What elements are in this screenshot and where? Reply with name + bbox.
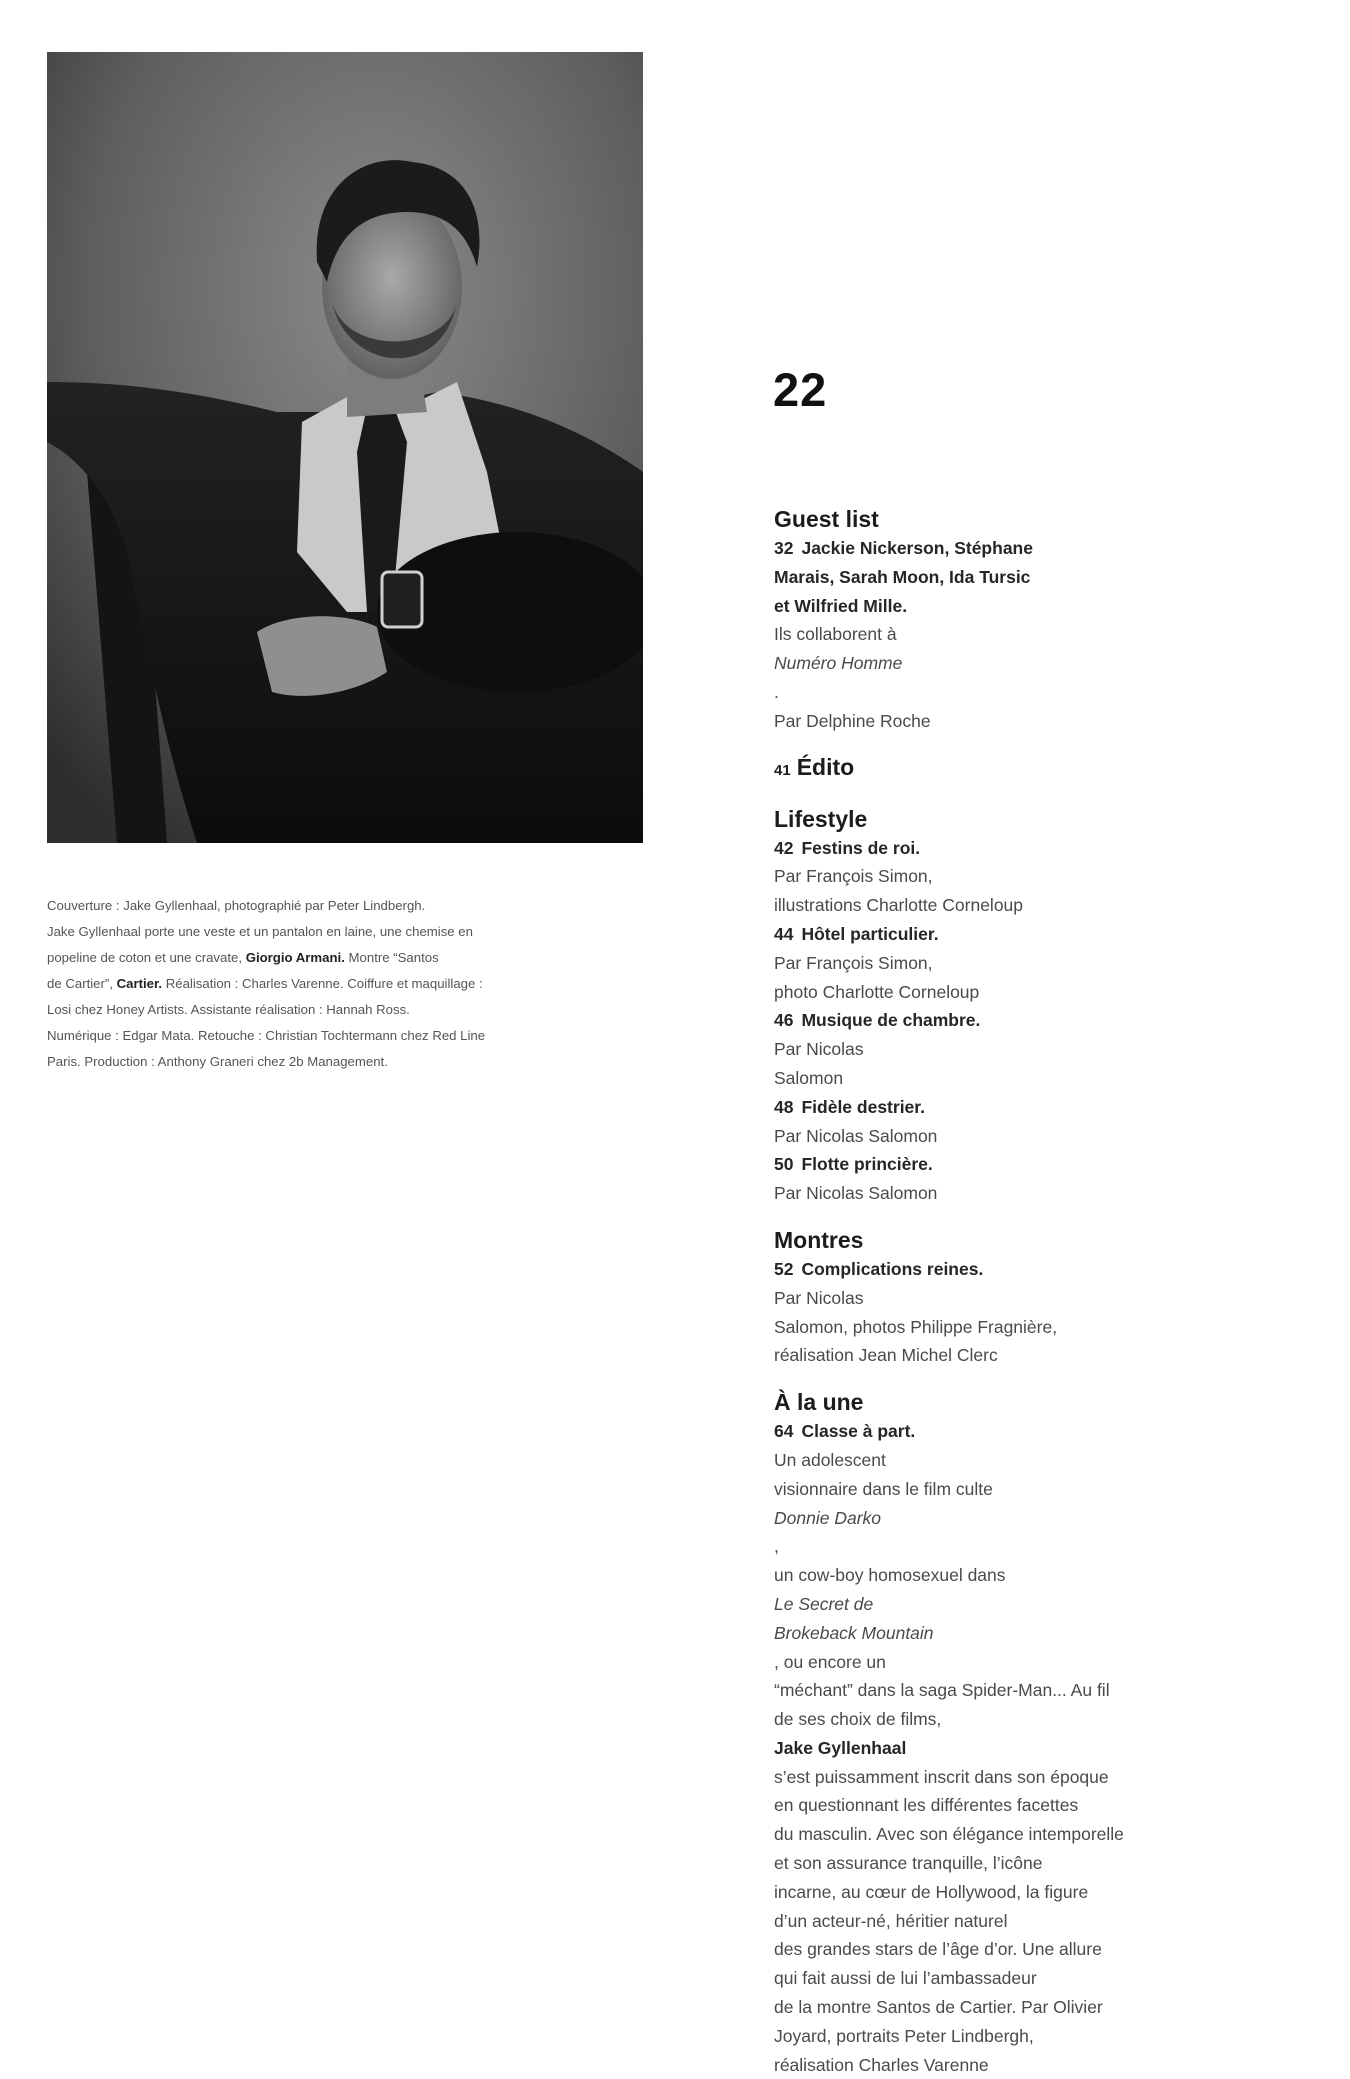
- caption-brand: Giorgio Armani.: [245, 950, 345, 965]
- entry-text: d’un acteur-né, héritier naturel: [774, 1910, 1008, 1931]
- caption-line: Numérique : Edgar Mata. Retouche : Christian Tochtermann chez Red Line: [47, 1028, 486, 1043]
- caption-line: [47, 945, 647, 971]
- section-title: Guest list: [774, 506, 879, 532]
- entry-text: Numéro Homme: [774, 653, 903, 674]
- table-of-contents: [774, 504, 1174, 2079]
- caption-text: Réalisation : Charles Varenne. Coiffure et maquillage :: [162, 976, 483, 991]
- entry-title: Hôtel particulier.: [801, 923, 939, 944]
- caption-text: popeline de coton et une cravate,: [47, 950, 246, 965]
- entry-text: Un adolescent: [774, 1449, 886, 1470]
- section-guest-list: [774, 504, 1174, 736]
- page-number: 52: [774, 1258, 794, 1279]
- toc-entry[interactable]: [774, 920, 1174, 1006]
- entry-text: un cow-boy homosexuel dans: [774, 1565, 1006, 1586]
- entry-text: Brokeback Mountain: [774, 1622, 934, 1643]
- entry-text: illustrations Charlotte Corneloup: [774, 895, 1024, 916]
- cover-caption: [47, 893, 647, 1075]
- entry-text: et son assurance tranquille, l’icône: [774, 1853, 1043, 1874]
- entry-text: réalisation Jean Michel Clerc: [774, 1345, 998, 1366]
- entry-text: s’est puissamment inscrit dans son époque: [774, 1766, 1109, 1787]
- caption-text: Montre “Santos: [344, 950, 439, 965]
- entry-text: Par François Simon,: [774, 866, 933, 887]
- issue-number: 22: [773, 363, 828, 416]
- entry-title: Classe à part.: [801, 1421, 916, 1442]
- entry-text: Par Nicolas Salomon: [774, 1183, 938, 1204]
- entry-title: Marais, Sarah Moon, Ida Tursic: [774, 566, 1031, 587]
- entry-text: de ses choix de films,: [774, 1709, 942, 1730]
- toc-entry[interactable]: [774, 1150, 1174, 1208]
- entry-title: Jackie Nickerson, Stéphane: [801, 538, 1033, 558]
- entry-text: Joyard, portraits Peter Lindbergh,: [774, 2025, 1034, 2046]
- entry-title: et Wilfried Mille.: [774, 595, 908, 616]
- toc-entry[interactable]: [774, 1255, 1174, 1370]
- cover-photo: [47, 52, 643, 843]
- toc-entry[interactable]: [774, 1093, 1174, 1151]
- entry-title: Complications reines.: [801, 1258, 984, 1279]
- entry-text: de la montre Santos de Cartier. Par Olivier: [774, 1997, 1103, 2018]
- section-title: Montres: [774, 1226, 864, 1253]
- page-number: 64: [774, 1421, 794, 1442]
- portrait-image: [47, 52, 643, 843]
- entry-text: Donnie Darko: [774, 1507, 881, 1528]
- caption-brand: Cartier.: [116, 976, 163, 991]
- caption-text: de Cartier”,: [47, 976, 117, 991]
- page-number: 44: [774, 923, 794, 944]
- entry-name: Jake Gyllenhaal: [774, 1737, 907, 1758]
- entry-text: photo Charlotte Corneloup: [774, 981, 980, 1002]
- section-montres: [774, 1225, 1174, 1370]
- toc-entry[interactable]: [774, 1417, 1174, 2079]
- page-number: 46: [774, 1010, 794, 1031]
- caption-line: Couverture : Jake Gyllenhaal, photographié par Peter Lindbergh.: [47, 898, 426, 913]
- page-number: 32: [774, 538, 794, 558]
- toc-entry[interactable]: [774, 1006, 1174, 1092]
- entry-text: Le Secret de: [774, 1593, 874, 1614]
- toc-entry-edito[interactable]: [774, 752, 1174, 786]
- entry-title: Édito: [796, 753, 855, 780]
- entry-text: “méchant” dans la saga Spider-Man... Au fil: [774, 1680, 1110, 1701]
- entry-text: , ou encore un: [774, 1651, 886, 1672]
- entry-title: Festins de roi.: [801, 837, 921, 858]
- page-number: 48: [774, 1096, 794, 1117]
- entry-title: Fidèle destrier.: [801, 1096, 925, 1117]
- caption-line: Paris. Production : Anthony Graneri chez 2b Management.: [47, 1054, 388, 1069]
- entry-text: .: [774, 681, 779, 702]
- page-number: 42: [774, 837, 794, 858]
- caption-line: Losi chez Honey Artists. Assistante réalisation : Hannah Ross.: [47, 1002, 410, 1017]
- entry-text: incarne, au cœur de Hollywood, la figure: [774, 1881, 1089, 1902]
- entry-text: réalisation Charles Varenne: [774, 2054, 989, 2075]
- entry-text: Par François Simon,: [774, 952, 933, 973]
- entry-text: Par Delphine Roche: [774, 710, 931, 731]
- entry-text: du masculin. Avec son élégance intemporelle: [774, 1824, 1124, 1845]
- page-number: 41: [774, 761, 791, 779]
- entry-text: qui fait aussi de lui l’ambassadeur: [774, 1968, 1037, 1989]
- entry-text: Par Nicolas: [774, 1039, 864, 1060]
- entry-text: Par Nicolas Salomon: [774, 1125, 938, 1146]
- toc-entry[interactable]: [774, 834, 1174, 920]
- page-number: 50: [774, 1154, 794, 1175]
- entry-text: Ils collaborent à: [774, 624, 897, 645]
- entry-text: visionnaire dans le film culte: [774, 1478, 993, 1499]
- entry-text: Par Nicolas: [774, 1287, 864, 1308]
- entry-text: Salomon, photos Philippe Fragnière,: [774, 1316, 1058, 1337]
- entry-text: ,: [774, 1536, 779, 1557]
- entry-title: Musique de chambre.: [801, 1010, 981, 1031]
- section-lifestyle: [774, 804, 1174, 1208]
- entry-text: des grandes stars de l’âge d’or. Une allure: [774, 1939, 1102, 1960]
- section-a-la-une: [774, 1387, 1174, 2079]
- caption-line: [47, 971, 647, 997]
- entry-text: Salomon: [774, 1067, 844, 1088]
- caption-line: Jake Gyllenhaal porte une veste et un pantalon en laine, une chemise en: [47, 924, 473, 939]
- entry-text: en questionnant les différentes facettes: [774, 1795, 1079, 1816]
- toc-entry[interactable]: [774, 534, 1174, 736]
- entry-title: Flotte princière.: [801, 1154, 933, 1175]
- section-title: À la une: [774, 1389, 864, 1416]
- section-title: Lifestyle: [774, 805, 868, 832]
